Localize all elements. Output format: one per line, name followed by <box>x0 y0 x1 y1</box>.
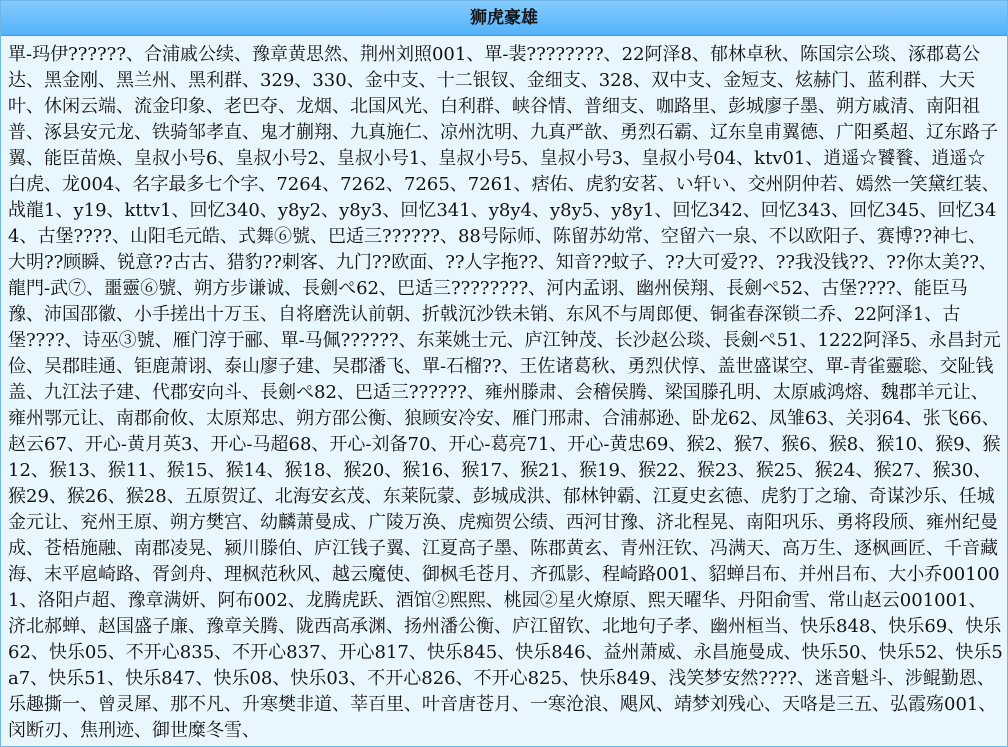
member-list-text: 單-玛伊??????、合浦戚公续、豫章黄思然、荆州刘照001、單-裴????????、22阿泽8、郁林卓秋、陈国宗公琰、涿郡葛公达、黑金刚、黑兰州、黑利群、329、330、金中支、十二银钗、金细支、328、双中支、金短支、炫赫门、蓝利群、大天叶、休闲云端、流金印象、老巴夺、龙烟、北国风光、白利群、峡谷情、普细支、咖路里、彭城廖子墨、朔方戚清、南阳祖普、涿县安元龙、铁骑邹孝直、鬼才蒯翔、九真施仁、凉州沈明、九真严歆、勇烈石霸、辽东皇甫翼德、广阳奚超、辽东路子翼、能臣苗焕、皇叔小号6、皇叔小号2、皇叔小号1、皇叔小号5、皇叔小号3、皇叔小号04、ktv01、逍遥☆饕餮、逍遥☆白虎、龙004、名字最多七个字、7264、7262、7265、7261、痞佑、虎豹安茗、い轩い、交州阴仲若、嫣然一笑黛红装、战龍1、y19、kttv1、回忆340、y8y2、y8y3、回忆341、y8y4、y8y5、y8y1、回忆342、回忆343、回忆345、回忆344、古堡????、山阳毛元皓、式舞⑥號、巴适三??????、88号际师、陈留苏幼常、空留六一泉、不以欧阳子、赛博??神七、大明??顾瞬、锐意??古古、猎豹??刺客、九门??欧面、??人字拖??、知音??蚊子、??大可爱??、??我没钱??、??你太美??、龍門-武⑦、噩靈⑥號、朔方步谦诚、長劍ぺ62、巴适三????????、河内孟诩、幽州侯翔、長劍ぺ52、古堡????、能臣马豫、沛国邵徽、小手搓出十万玉、自将磨洗认前朝、折戟沉沙铁未销、东风不与周郎便、铜雀春深锁二乔、22阿泽1、古堡????、诗巫③號、雁门淳于郦、單-马佩??????、东莱姚士元、庐江钟茂、长沙赵公琰、長劍ぺ51、1222阿泽5、永昌封元俭、吴郡眭通、钜鹿萧诩、泰山廖子建、吴郡潘飞、單-石榴??、王佐诸葛秋、勇烈伏惇、盖世盛谋空、單-青雀靈聡、交阯钱盖、九江法子建、代郡安向斗、長劍ぺ82、巴适三??????、雍州滕肃、会稽侯腾、梁国滕孔明、太原戚鸿熔、魏郡羊元让、雍州鄂元让、南郡俞攸、太原郑忠、朔方邵公衡、狼顾安冷安、雁门邢肃、合浦郝逊、卧龙62、凤雏63、关羽64、张飞66、赵云67、开心-黄月英3、开心-马超68、开心-刘备70、开心-葛亮71、开心-黄忠69、猴2、猴7、猴6、猴8、猴10、猴9、猴12、猴13、猴11、猴15、猴14、猴18、猴20、猴16、猴17、猴21、猴19、猴22、猴23、猴25、猴24、猴27、猴30、猴29、猴26、猴28、五原贺辽、北海安玄茂、东莱阮蒙、彭城成洪、郁林钟霸、江夏史玄德、虎豹丁之瑜、奇谋沙乐、任城金元让、兖州王原、朔方樊宫、幼麟萧曼成、广陵万涣、虎痴贺公绩、西河甘豫、济北程晃、南阳巩乐、勇将段颀、雍州纪曼成、苍梧施融、南郡凌晃、颍川滕伯、庐江钱子翼、江夏高子墨、陈郡黄玄、青州汪钦、冯满天、高万生、逐枫画匠、千音藏海、末平扈崎路、胥剑舟、理枫范秋风、越云魔使、御枫毛苍月、齐孤影、程崎路001、貂蝉吕布、并州吕布、大小乔001001、洛阳卢超、豫章满妍、阿布002、龙腾虎跃、酒馆②熙熙、桃园②星火燎原、熙天曜华、丹阳俞雪、常山赵云001001、济北郝蝉、赵国盛子廉、豫章关腾、陇西高承渊、扬州潘公衡、庐江留钦、北地句子孝、幽州桓当、快乐848、快乐69、快乐62、快乐05、不开心835、不开心837、开心817、快乐845、快乐846、益州萧威、永昌施曼成、快乐50、快乐52、快乐5a7、快乐51、快乐847、快乐08、快乐03、不开心826、不开心825、快乐849、浅笑梦安然????、迷音魁斗、涉鲲勤恩、乐趣撕一、曾灵犀、那不凡、升寒樊非道、莘百里、叶音唐苍月、一寒沧浪、飓风、靖梦刘残心、天咯是三五、弘霞殇001、闵断刃、焦刑迹、御世糜冬雪、 <box>8 44 1003 741</box>
page-title: 狮虎豪雄 <box>1 1 1007 36</box>
